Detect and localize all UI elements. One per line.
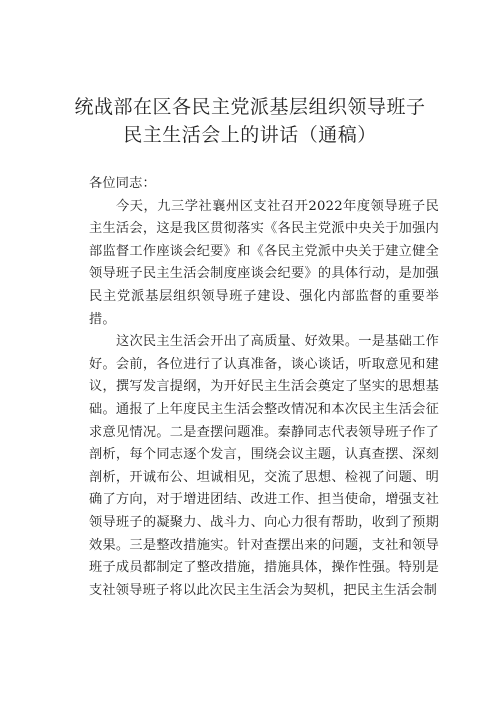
paragraph-2: 这次民主生活会开出了高质量、好效果。一是基础工作好。会前，各位进行了认真准备，谈心谈话，听取意见和建议，撰写发言提纲，为开好民主生活会奠定了坚实的思想基础。通报了上年度民主生活会整改情况和本次民主生活会征求意见情况。二是查摆问题准。秦静同志代表领导班子作了剖析，每个同志逐个发言，围绕会议主题，认真查摆、深刻剖析，开诚布公、坦诚相见，交流了思想、检视了问题、明确了方向，对于增进团结、改进工作、担当使命，增强支社领导班子的凝聚力、战斗力、向心力很有帮助，收到了预期效果。三是整改措施实。针对查摆出来的问题，支社和领导班子成员都制定了整改措施，措施具体，操作性强。特别是支社领导班子将以此次民主生活会为契机，把民主生活会制	[89, 334, 439, 598]
document-title-line-1: 统战部在区各民主党派基层组织领导班子	[74, 96, 426, 118]
document-title-line-2: 民主生活会上的讲话（通稿）	[123, 124, 377, 146]
document-body	[89, 173, 439, 602]
salutation: 各位同志：	[89, 176, 156, 191]
paragraph-1: 今天，九三学社襄州区支社召开2022年度领导班子民主生活会，这是我区贯彻落实《各民主党派中央关于加强内部监督工作座谈会纪要》和《各民主党派中央关于建立健全领导班子民主生活会制度座谈会纪要》的具体行动，是加强民主党派基层组织领导班子建设、强化内部监督的重要举措。	[89, 198, 439, 327]
